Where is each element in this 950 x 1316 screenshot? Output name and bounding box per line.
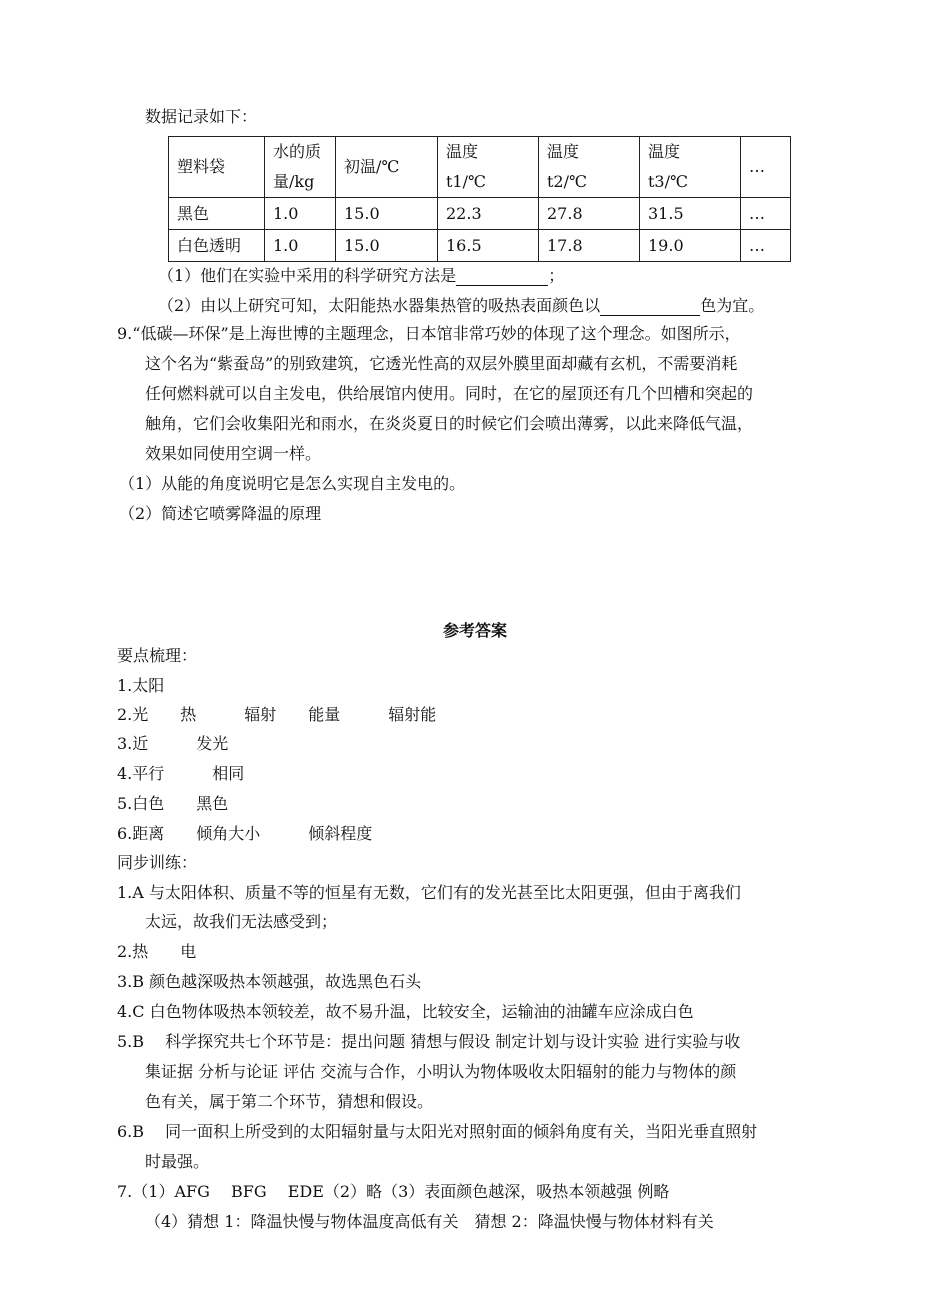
q8-sub1-text: （1）他们在实验中采用的科学研究方法是 bbox=[158, 266, 457, 285]
table-cell: 22.3 bbox=[438, 198, 539, 230]
header-cell: 温度 t2/℃ bbox=[539, 137, 640, 198]
q9-line: 9.“低碳—环保”是上海世博的主题理念，日本馆非常巧妙的体现了这个理念。如图所示， bbox=[117, 324, 741, 343]
table-cell: 黑色 bbox=[169, 198, 265, 230]
answer-line: 6.B 同一面积上所受到的太阳辐射量与太阳光对照射面的倾斜角度有关，当阳光垂直照射 bbox=[117, 1122, 758, 1141]
table-cell: 19.0 bbox=[640, 230, 741, 262]
q8-sub1 bbox=[158, 266, 564, 286]
table-row bbox=[169, 230, 791, 262]
q9-line: 任何燃料就可以自主发电，供给展馆内使用。同时，在它的屋顶还有几个凹槽和突起的 bbox=[145, 384, 754, 403]
answer-line: 要点梳理： bbox=[117, 646, 198, 665]
table-header-row bbox=[169, 137, 791, 198]
header-cell: 温度 t3/℃ bbox=[640, 137, 741, 198]
q9-line: 效果如同使用空调一样。 bbox=[145, 444, 322, 463]
table-cell: 1.0 bbox=[265, 230, 336, 262]
header-cell: … bbox=[741, 137, 791, 198]
table-cell: … bbox=[741, 198, 791, 230]
answer-line: 4.平行 相同 bbox=[117, 764, 245, 783]
answer-blank[interactable] bbox=[600, 299, 700, 316]
answer-line: 5.B 科学探究共七个环节是：提出问题 猜想与假设 制定计划与设计实验 进行实验与收 bbox=[117, 1032, 741, 1051]
table-cell: 1.0 bbox=[265, 198, 336, 230]
answer-line: 同步训练： bbox=[117, 853, 198, 872]
table-cell: 27.8 bbox=[539, 198, 640, 230]
answer-blank[interactable] bbox=[456, 269, 548, 286]
table-cell: 15.0 bbox=[336, 230, 438, 262]
answer-line: 2.光 热 辐射 能量 辐射能 bbox=[117, 705, 437, 724]
header-cell: 水的质 量/kg bbox=[265, 137, 336, 198]
table-cell: 17.8 bbox=[539, 230, 640, 262]
q9-sub1: （1）从能的角度说明它是怎么实现自主发电的。 bbox=[119, 474, 466, 493]
table-cell: 16.5 bbox=[438, 230, 539, 262]
answer-line: 太远，故我们无法感受到； bbox=[145, 912, 338, 931]
answers-title: 参考答案 bbox=[442, 621, 507, 640]
q9-sub2: （2）简述它喷雾降温的原理 bbox=[119, 504, 322, 523]
table-row bbox=[169, 198, 791, 230]
q8-sub1-suffix: ； bbox=[548, 266, 565, 285]
header-cell: 温度 t1/℃ bbox=[438, 137, 539, 198]
header-cell: 初温/℃ bbox=[336, 137, 438, 198]
intro-text: 数据记录如下： bbox=[145, 107, 258, 126]
answer-line: 1.太阳 bbox=[117, 676, 165, 695]
answer-line: 2.热 电 bbox=[117, 942, 197, 961]
q8-sub2-suffix: 色为宜。 bbox=[700, 296, 765, 315]
q9-line: 这个名为“紫蚕岛”的别致建筑，它透光性高的双层外膜里面却藏有玄机，不需要消耗 bbox=[145, 354, 738, 373]
answer-line: 6.距离 倾角大小 倾斜程度 bbox=[117, 824, 373, 843]
q8-sub2 bbox=[158, 296, 764, 316]
table-cell: 15.0 bbox=[336, 198, 438, 230]
answer-line: 3.B 颜色越深吸热本领越强，故选黑色石头 bbox=[117, 972, 422, 991]
table-cell: 31.5 bbox=[640, 198, 741, 230]
answer-line: 1.A 与太阳体积、质量不等的恒星有无数，它们有的发光甚至比太阳更强，但由于离我们 bbox=[117, 883, 741, 902]
answer-line: （4）猜想 1：降温快慢与物体温度高低有关 猜想 2：降温快慢与物体材料有关 bbox=[145, 1212, 714, 1231]
table-cell: 白色透明 bbox=[169, 230, 265, 262]
answer-line: 5.白色 黑色 bbox=[117, 794, 229, 813]
answer-line: 色有关，属于第二个环节，猜想和假设。 bbox=[145, 1092, 434, 1111]
data-table bbox=[168, 136, 791, 262]
answer-line: 集证据 分析与论证 评估 交流与合作，小明认为物体吸收太阳辐射的能力与物体的颜 bbox=[145, 1062, 737, 1081]
table-cell: … bbox=[741, 230, 791, 262]
q8-sub2-text: （2）由以上研究可知，太阳能热水器集热管的吸热表面颜色以 bbox=[158, 296, 601, 315]
answer-line: 7.（1）AFG BFG EDE（2）略（3）表面颜色越深，吸热本领越强 例略 bbox=[117, 1182, 670, 1201]
q9-line: 触角，它们会收集阳光和雨水，在炎炎夏日的时候它们会喷出薄雾，以此来降低气温， bbox=[145, 414, 754, 433]
answer-line: 时最强。 bbox=[145, 1152, 210, 1171]
header-cell: 塑料袋 bbox=[169, 137, 265, 198]
answer-line: 4.C 白色物体吸热本领较差，故不易升温，比较安全，运输油的油罐车应涂成白色 bbox=[117, 1002, 694, 1021]
answer-line: 3.近 发光 bbox=[117, 734, 229, 753]
